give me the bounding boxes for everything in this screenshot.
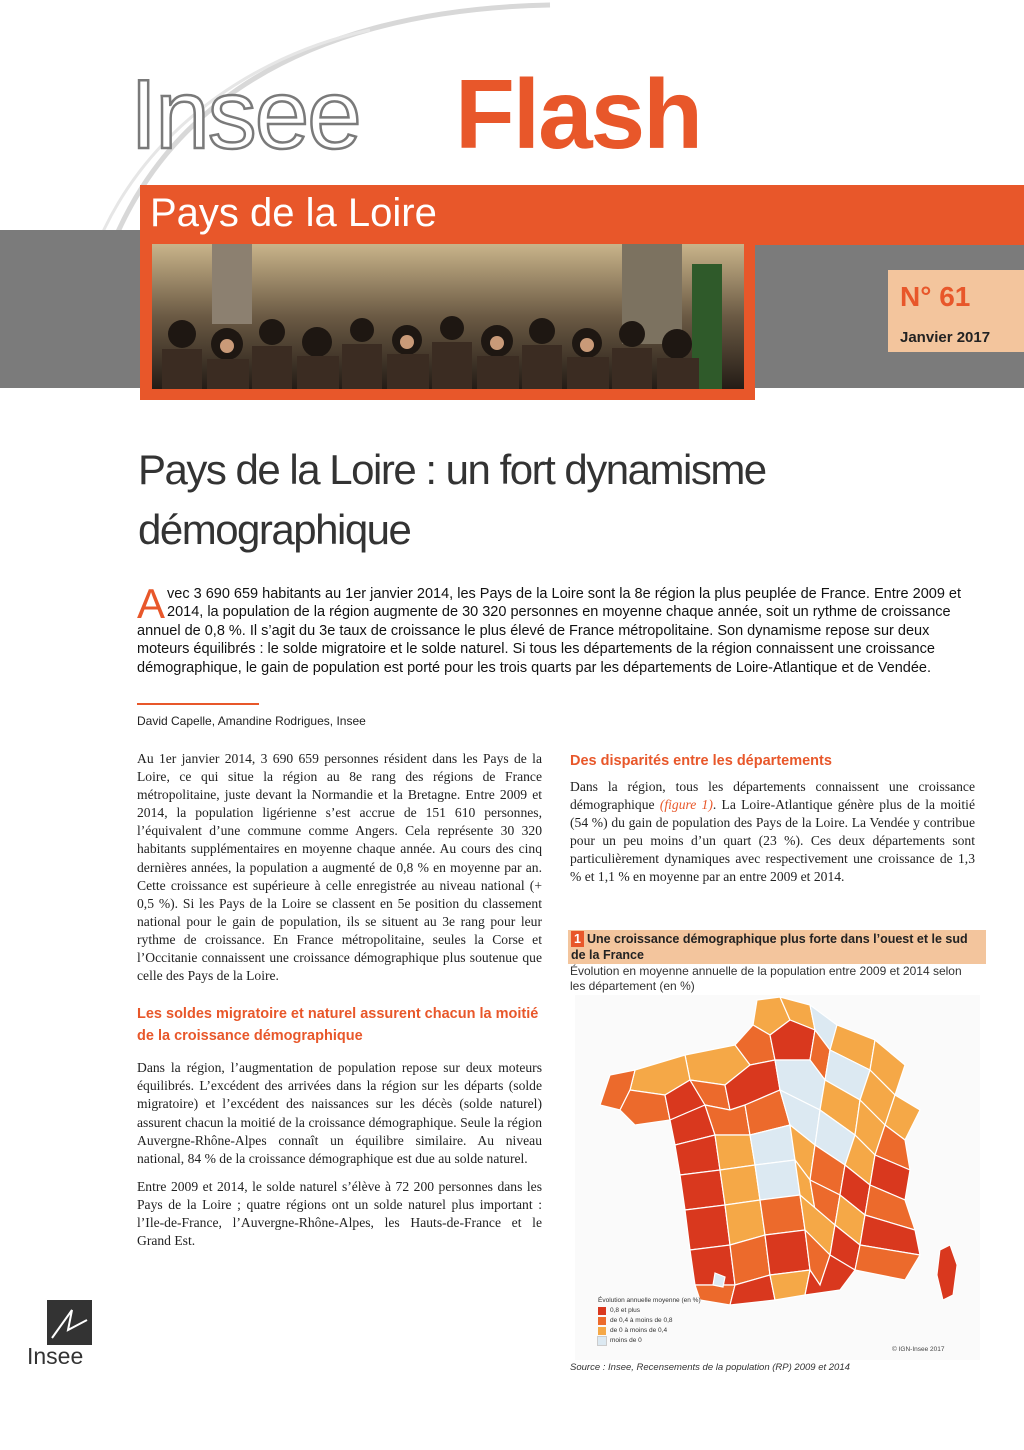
legend-title: Évolution annuelle moyenne (en %) [598,1297,701,1304]
section-heading-soldes: Les soldes migratoire et naturel assurent chacun la moitié de la croissance démographique [137,1006,539,1045]
lead-text: vec 3 690 659 habitants au 1er janvier 2014, les Pays de la Loire sont la 8e région la plus peuplée de France. Entre 2009 et 2014, la population de la région augmente de 30 320 personnes en moyenne chaque année, soit un rythme de croissance annuel de 0,8 %. Il s’agit du 3e taux de croissance le plus élevé de France métropolitaine. Son dynamisme repose sur deux moteurs équilibrés : le solde migratoire et le solde naturel. Si tous les départements de la région connaissent une croissance démographique, le gain de population est porté pour les trois quarts par les départements de Loire-Atlantique et de Vendée. [137,586,962,676]
right-column [570,750,975,887]
legend-swatch [598,1327,606,1335]
body-paragraph-right-1: Dans la région, tous les départements connaissent une croissance démographique (figure 1). La Loire-Atlantique génère plus de la moitié (54 %) du gain de population des Pays de la Loire. La Vendée y contribue pour un peu moins d’un quart (23 %). Ces deux départements sont particulièrement dynamiques avec respectivement une croissance de 1,3 % et 1,1 % en moyenne par an entre 2009 et 2014. [570,779,975,885]
insee-logo-text: Insee [130,59,360,169]
left-column [137,750,542,1250]
authors: David Capelle, Amandine Rodrigues, Insee [137,714,366,728]
lead-paragraph [137,580,975,677]
figure-subtitle: Évolution en moyenne annuelle de la population entre 2009 et 2014 selon les département (en %) [570,964,962,993]
issue-date: Janvier 2017 [900,329,991,346]
map-copyright: © IGN-Insee 2017 [892,1346,945,1353]
figure-title-text: Une croissance démographique plus forte dans l’ouest et le sud de la France [571,932,968,962]
crowd-photo [152,244,744,389]
flash-logo-text: Flash [455,59,701,169]
body-paragraph-2: Dans la région, l’augmentation de population repose sur deux moteurs équilibrés. L’excédent des arrivées dans la région sur les départs (solde migratoire) et l’excédent des naissances sur les décès (solde naturel) assurent chacun la moitié de la croissance démographique. Seule la région Auvergne-Rhône-Alpes connaît un équilibre similaire. Au niveau national, 84 % de la croissance démographique est due au solde naturel. [137,1060,542,1166]
body-paragraph-3: Entre 2009 et 2014, le solde naturel s’élève à 72 200 personnes dans les Pays de la Loire ; quatre régions ont un solde naturel plus important : l’Ile-de-France, l’Auvergne-Rhône-Alpes, les Hauts-de-France et le Grand Est. [137,1178,542,1249]
figure-reference-link[interactable]: (figure 1) [659,797,713,813]
drop-cap: A [137,580,166,627]
insee-footer-logo-text: Insee [27,1343,84,1369]
article-title-line1: Pays de la Loire : un fort dynamisme [138,446,766,493]
region-name: Pays de la Loire [150,191,437,235]
legend-swatch [598,1317,606,1325]
article-title-line2: démographique [138,506,411,553]
figure-title [568,930,986,964]
map-legend [598,1296,701,1346]
lead-divider [137,703,259,705]
figure-source: Source : Insee, Recensements de la population (RP) 2009 et 2014 [570,1362,850,1373]
legend-item: moins de 0 [598,1336,701,1346]
legend-item: de 0,4 à moins de 0,8 [598,1316,701,1326]
figure-number: 1 [571,931,584,947]
legend-swatch [598,1337,606,1345]
issue-number: N° 61 [900,281,971,312]
legend-item: 0,8 et plus [598,1306,701,1316]
section-heading-disparites: Des disparités entre les départements [570,753,832,769]
body-paragraph-1: Au 1er janvier 2014, 3 690 659 personnes résident dans les Pays de la Loire, ce qui situe la région au 8e rang des régions de France métropolitaine, juste devant la Normandie et la Bretagne. Entre 2009 et 2014, la population ligérienne s’est accrue de 151 610 personnes, l’équivalent d’une commune comme Angers. Cela représente 30 320 habitants supplémentaires en moyenne chaque année. Au cours des cinq dernières années, la population a augmenté de 0,8 % en moyenne par an. Cette croissance est supérieure à celle enregistrée au niveau national (+ 0,5 %). Si les Pays de la Loire se classent en 5e position du classement national pour le gain de population, ils se situent au 3e rang pour leur rythme de croissance. En France métropolitaine, seules la Corse et l’Occitanie connaissent une croissance démographique plus soutenue que celle des Pays de la Loire. [137,751,542,984]
legend-swatch [598,1307,606,1315]
legend-item: de 0 à moins de 0,4 [598,1326,701,1336]
article-title [138,440,838,560]
